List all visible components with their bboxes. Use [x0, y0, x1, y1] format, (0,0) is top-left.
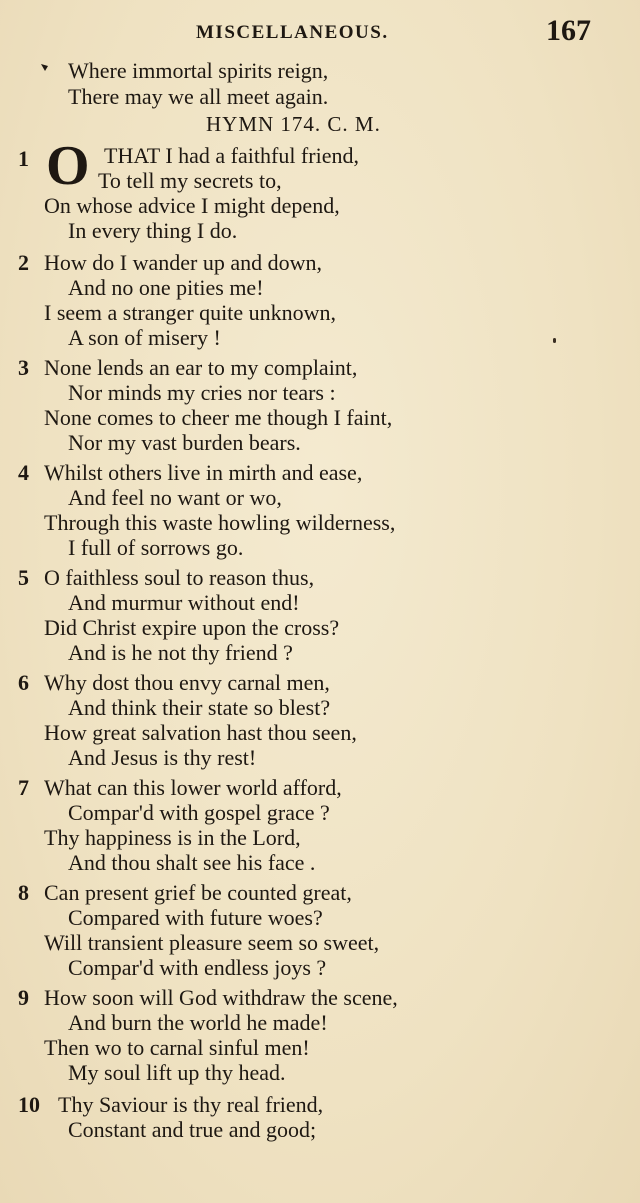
- verse-line: And burn the world he made!: [68, 1010, 328, 1035]
- verse-number: 1: [18, 146, 29, 171]
- verse-line: Compar'd with endless joys ?: [68, 955, 327, 980]
- verse-line: Nor my vast burden bears.: [68, 430, 301, 455]
- verse-line: Then wo to carnal sinful men!: [44, 1035, 310, 1060]
- verse-number: 5: [18, 565, 29, 590]
- verse-number: 4: [18, 460, 29, 485]
- verse-line: How soon will God withdraw the scene,: [44, 985, 398, 1010]
- verse-line: Constant and true and good;: [68, 1117, 317, 1142]
- verse-number: 3: [18, 355, 29, 380]
- verse-line: Where immortal spirits reign,: [68, 58, 329, 83]
- verse-line: And no one pities me!: [68, 275, 264, 300]
- verse-line: None lends an ear to my complaint,: [44, 355, 358, 380]
- verse-line: My soul lift up thy head.: [68, 1060, 286, 1085]
- verse-line: THAT I had a faithful friend,: [104, 143, 359, 168]
- verse-number: 2: [18, 250, 29, 275]
- leaf-ornament-icon: [40, 62, 50, 72]
- page-number: 167: [546, 14, 591, 47]
- verse-line: O faithless soul to reason thus,: [44, 565, 315, 590]
- ink-speck: [553, 338, 556, 343]
- verse-line: Nor minds my cries nor tears :: [68, 380, 336, 405]
- verse-line: And murmur without end!: [68, 590, 300, 615]
- verse-number: 6: [18, 670, 29, 695]
- verse-line: Through this waste howling wilderness,: [44, 510, 396, 535]
- verse-line: Whilst others live in mirth and ease,: [44, 460, 363, 485]
- verse-line: And thou shalt see his face .: [68, 850, 316, 875]
- verse-line: How do I wander up and down,: [44, 250, 322, 275]
- verse-line: And feel no want or wo,: [68, 485, 282, 510]
- verse-line: Why dost thou envy carnal men,: [44, 670, 330, 695]
- verse-line: There may we all meet again.: [68, 84, 329, 109]
- verse-line: I seem a stranger quite unknown,: [44, 300, 337, 325]
- verse-line: How great salvation hast thou seen,: [44, 720, 357, 745]
- verse-line: Did Christ expire upon the cross?: [44, 615, 340, 640]
- verse-line: Compar'd with gospel grace ?: [68, 800, 330, 825]
- verse-line: And is he not thy friend ?: [68, 640, 293, 665]
- verse-line: What can this lower world afford,: [44, 775, 342, 800]
- verse-number: 7: [18, 775, 29, 800]
- verse-number: 10: [18, 1092, 40, 1117]
- verse-line: I full of sorrows go.: [68, 535, 244, 560]
- verse-line: Can present grief be counted great,: [44, 880, 352, 905]
- drop-cap: O: [46, 135, 90, 197]
- verse-line: To tell my secrets to,: [98, 168, 282, 193]
- verse-line: In every thing I do.: [68, 218, 238, 243]
- verse-line: None comes to cheer me though I faint,: [44, 405, 393, 430]
- page-header: [0, 14, 640, 54]
- verse-number: 9: [18, 985, 29, 1010]
- verse-line: Thy happiness is in the Lord,: [44, 825, 301, 850]
- verse-line: Will transient pleasure seem so sweet,: [44, 930, 380, 955]
- verse-line: Thy Saviour is thy real friend,: [58, 1092, 324, 1117]
- verse-line: A son of misery !: [68, 325, 221, 350]
- running-head: MISCELLANEOUS.: [196, 22, 389, 43]
- hymn-title: HYMN 174. C. M.: [206, 112, 381, 136]
- verse-line: On whose advice I might depend,: [44, 193, 340, 218]
- verse-number: 8: [18, 880, 29, 905]
- verse-line: And Jesus is thy rest!: [68, 745, 257, 770]
- verse-line: Compared with future woes?: [68, 905, 323, 930]
- verse-line: And think their state so blest?: [68, 695, 331, 720]
